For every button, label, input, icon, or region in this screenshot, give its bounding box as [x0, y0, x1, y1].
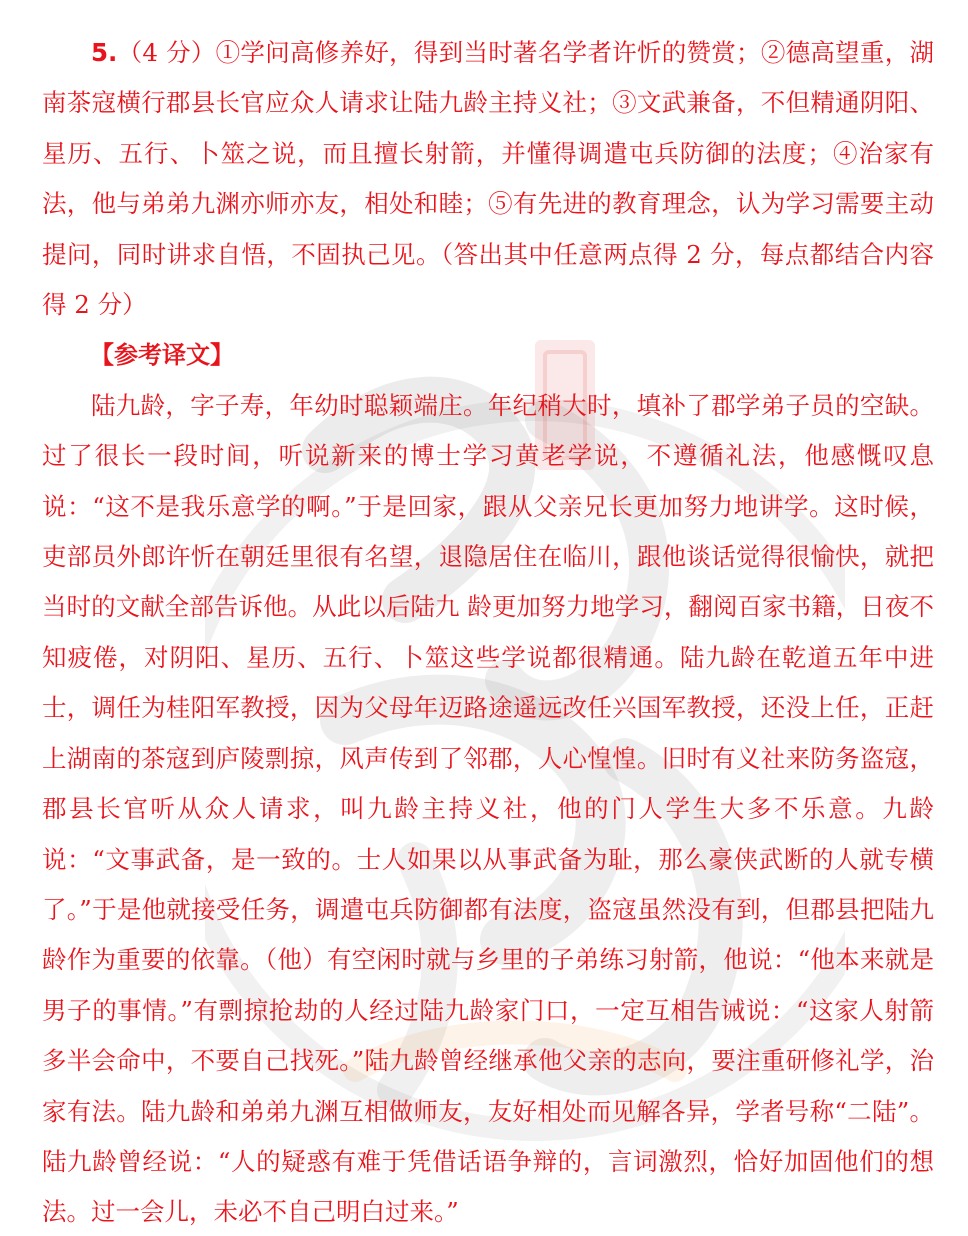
translation-body: 陆九龄，字子寿，年幼时聪颖端庄。年纪稍大时，填补了郡学弟子员的空缺。过了很长一段时间，听说新来的博士学习黄老学说，不遵循礼法，他感慨叹息说：“这不是我乐意学的啊。”于是回家，跟从父亲兄长更加努力地讲学。这时候，吏部员外郎许忻在朝廷里很有名望，退隐居住在临川，跟他谈话觉得很愉快，就把当时的文献全部告诉他。从此以后陆九 龄更加努力地学习，翻阅百家书籍，日夜不知疲倦，对阴阳、星历、五行、卜筮这些学说都很精通。陆九龄在乾道五年中进士，调任为桂阳军教授，因为父母年迈路途遥远改任兴国军教授，还没上任，正赶上湖南的茶寇到庐陵剽掠，风声传到了邻郡，人心惶惶。旧时有义社来防务盗寇，郡县长官听从众人请求，叫九龄主持义社，他的门人学生大多不乐意。九龄说：“文事武备，是一致的。士人如果以从事武备为耻，那么豪侠武断的人就专横了。”于是他就接受任务，调遣屯兵防御都有法度，盗寇虽然没有到，但郡县把陆九龄作为重要的依靠。（他）有空闲时就与乡里的子弟练习射箭，他说：“他本来就是男子的事情。”有剽掠抢劫的人经过陆九龄家门口，一定互相告诫说：“这家人射箭多半会命中，不要自己找死。”陆九龄曾经继承他父亲的志向，要注重研修礼学，治家有法。陆九龄和弟弟九渊互相做师友，友好相处而见解各异，学者号称“二陆”。陆九龄曾经说：“人的疑惑有难于凭借话语争辩的，言词激烈，恰好加固他们的想法。过一会儿，未必不自己明白过来。”: [42, 390, 934, 1227]
translation-heading: 【参考译文】: [90, 341, 234, 370]
answer-paragraph: [42, 28, 934, 330]
document-content: [42, 28, 934, 1236]
answer-text: （4 分）①学问高修养好，得到当时著名学者许忻的赞赏；②德高望重，湖南茶寇横行郡县长官应众人请求让陆九龄主持义社；③文武兼备，不但精通阴阳、星历、五行、卜筮之说，而且擅长射箭，并懂得调遣屯兵防御的法度；④治家有法，他与弟弟九渊亦师亦友，相处和睦；⑤有先进的教育理念，认为学习需要主动提问，同时讲求自悟，不固执己见。（答出其中任意两点得 2 分，每点都结合内容得 2 分）: [42, 38, 934, 320]
answer-number: 5.: [91, 38, 118, 67]
